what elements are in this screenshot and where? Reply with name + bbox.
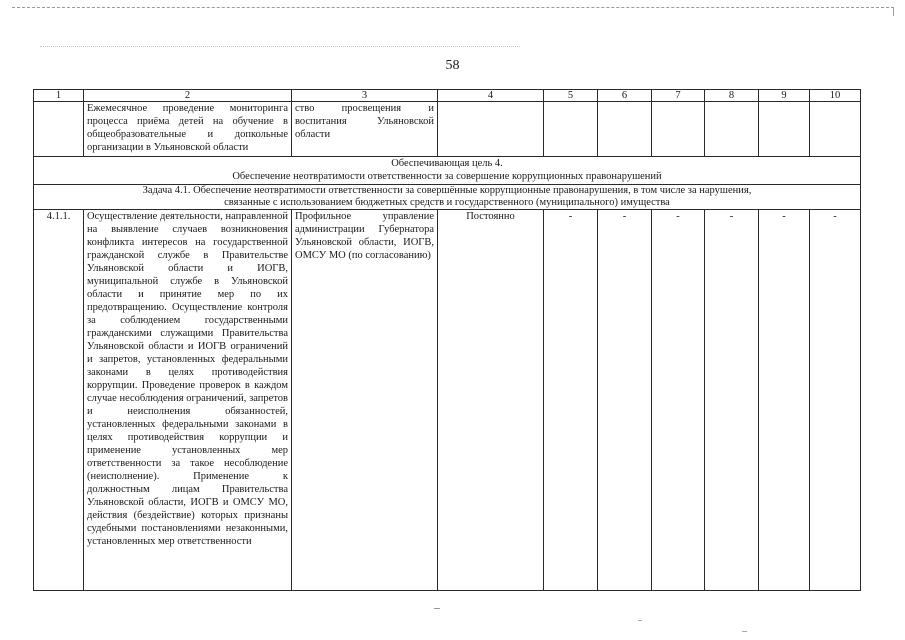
row-col-10: - xyxy=(810,210,861,591)
header-col-2: 2 xyxy=(84,90,292,102)
goal-text: Обеспечение неотвратимости ответственности за совершение коррупционных правонарушений xyxy=(232,171,662,182)
cont-col-5 xyxy=(544,102,598,157)
row-col-5: - xyxy=(544,210,598,591)
goal-row xyxy=(34,157,861,185)
cont-col-7 xyxy=(652,102,705,157)
scan-speck xyxy=(742,631,747,632)
row-col-9: - xyxy=(759,210,810,591)
row-col-7: - xyxy=(652,210,705,591)
row-responsible: Профильное управление администрации Губернатора Ульяновской области, ИОГВ, ОМСУ МО (по согласованию) xyxy=(292,210,438,591)
header-col-9: 9 xyxy=(759,90,810,102)
page-number: 58 xyxy=(445,58,460,73)
cont-col-6 xyxy=(598,102,652,157)
goal-title: Обеспечивающая цель 4. xyxy=(391,158,503,169)
header-col-1: 1 xyxy=(34,90,84,102)
scan-speck xyxy=(638,620,642,621)
cont-number-cell xyxy=(34,102,84,157)
cont-activity-cell: Ежемесячное проведение мониторинга процесса приёма детей на обучение в общеобразовательные и допкольные организации в Ульяновской области xyxy=(84,102,292,157)
cont-responsible-cell: ство просвещения и воспитания Ульяновской области xyxy=(292,102,438,157)
cont-col-9 xyxy=(759,102,810,157)
main-row xyxy=(34,210,861,591)
scan-speck xyxy=(434,608,440,609)
cont-col-10 xyxy=(810,102,861,157)
header-col-8: 8 xyxy=(705,90,759,102)
header-col-4: 4 xyxy=(438,90,544,102)
continued-row xyxy=(34,102,861,157)
header-col-3: 3 xyxy=(292,90,438,102)
task-line-1: Задача 4.1. Обеспечение неотвратимости ответственности за совершённые коррупционные правонарушения, в том числе за нарушения, xyxy=(142,185,752,196)
scan-edge-top xyxy=(12,7,894,8)
task-row xyxy=(34,185,861,210)
cont-col-8 xyxy=(705,102,759,157)
row-col-6: - xyxy=(598,210,652,591)
task-cell xyxy=(34,185,861,210)
goal-cell xyxy=(34,157,861,185)
plan-table xyxy=(33,89,861,591)
header-col-7: 7 xyxy=(652,90,705,102)
cont-term-cell xyxy=(438,102,544,157)
scan-edge-faint xyxy=(40,46,520,47)
row-activity: Осуществление деятельности, направленной на выявление случаев возникновения конфликта интересов на государственной гражданской службе в Правительстве Ульяновской области и ИОГВ, муниципальной службе в Ульяновской области и принятие мер по их предотвращению. Осуществление контроля за соблюдением государственными гражданскими служащими Правительства Ульяновской области и ИОГВ ограничений и запретов, установленных федеральными законами в целях противодействия коррупции. Проведение проверок в каждом случае несоблюдения ограничений, запретов и неисполнения обязанностей, установленных федеральными законами в целях противодействия коррупции и применение установленных мер ответственности за такое несоблюдение (неисполнение). Применение к должностным лицам Правительства Ульяновской области, ИОГВ и ОМСУ МО, действия (бездействие) которых признаны судебными постановлениями незаконными, установленных мер ответственности xyxy=(84,210,292,591)
header-col-5: 5 xyxy=(544,90,598,102)
task-line-2: связанные с использованием бюджетных средств и государственного (муниципального) имущества xyxy=(224,197,670,208)
row-term: Постоянно xyxy=(438,210,544,591)
scan-edge-right xyxy=(893,8,894,16)
row-col-8: - xyxy=(705,210,759,591)
row-number: 4.1.1. xyxy=(34,210,84,591)
header-col-10: 10 xyxy=(810,90,861,102)
header-row xyxy=(34,90,861,102)
header-col-6: 6 xyxy=(598,90,652,102)
